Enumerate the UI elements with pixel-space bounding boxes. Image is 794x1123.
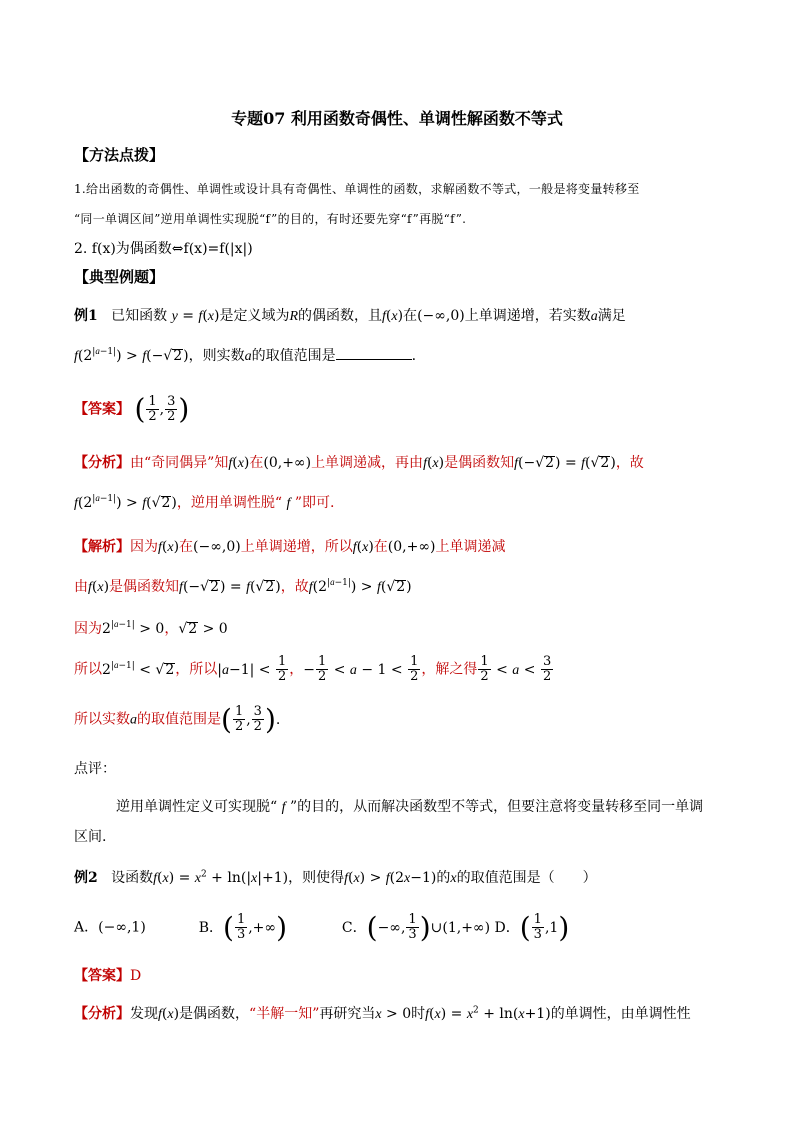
example1-solution-line5: 所以实数a的取值范围是( $\frac{1}{2}$ , $\frac{3}{2}$ ). — [74, 702, 281, 736]
example2-stem: 例2 设函数$f(x) = x^2 + \ln(|x|+1)$，则使得f(x) > f(2x−1)的x的取值范围是（ ） — [74, 869, 597, 886]
example1-solution-line3: 因为$2^{|a-1|} > 0$，√2 > 0 — [74, 619, 228, 637]
example1-answer: 【答案】 ( $\frac{1}{2}$ , $\frac{3}{2}$ ) — [74, 392, 190, 426]
example1-analysis-line1: 【分析】由“奇同偶异”知f(x)在(0,+∞)上单调递减，再由f(x)是偶函数知f(−√2) = f(√2)，故 — [74, 455, 644, 471]
comment-label: 点评： — [74, 761, 116, 777]
example2-answer: 【答案】D — [74, 968, 142, 984]
section-examples-heading: 【典型例题】 — [74, 268, 165, 286]
example2-analysis: 【分析】发现f(x)是偶函数，“半解一知”再研究当x > 0时$f(x) = x^2 + \ln(x+1)$的单调性，由单调性性 — [74, 1005, 691, 1022]
option-d[interactable]: D．( $\frac{1}{3}$ ,1) — [494, 910, 570, 944]
comment-line1: 逆用单调性定义可实现脱“ f ”的目的，从而解决函数型不等式，但要注意将变量转移至同一单调 — [116, 799, 704, 815]
example1-label: 例1 — [74, 308, 98, 324]
section-method-heading: 【方法点拨】 — [74, 146, 165, 164]
example1-analysis-line2: $f(2^{|a-1|}) > f(√2)$，逆用单调性脱“ f ”即可. — [74, 493, 335, 511]
answer-blank — [336, 347, 412, 360]
example1-solution-line1: 【解析】因为f(x)在(−∞,0)上单调递增，所以f(x)在(0,+∞)上单调递减 — [74, 539, 506, 555]
method-line-3: 2. f(x)为偶函数⇔f(x)=f(|x|) — [74, 241, 253, 257]
example1-solution-line4: 所以$2^{|a-1|} < √2$，所以|a−1| < $\frac{1}{2}$ ，− $\frac{1}{2}$ < a − 1 < $\frac{1}{2}$ ，解之得 $\frac{1}{2}$ < a < $\frac{3}{2}$ — [74, 654, 552, 684]
comment-line2: 区间. — [74, 829, 107, 845]
example2-options — [74, 910, 570, 944]
example1-solution-line2: 由f(x)是偶函数知f(−√2) = f(√2)，故$f(2^{|a-1|}) > f(√2)$ — [74, 577, 412, 595]
example1-stem-line2: $f(2^{|a-1|}) > f(-√2)$，则实数a的取值范围是 . — [74, 346, 417, 364]
example2-label: 例2 — [74, 870, 98, 886]
method-line-1: 1.给出函数的奇偶性、单调性或设计具有奇偶性、单调性的函数，求解函数不等式，一般是将变量转移至 — [74, 182, 640, 196]
option-a[interactable]: A．(−∞,1) — [74, 919, 146, 936]
option-b[interactable]: B．( $\frac{1}{3}$ ,+∞) — [198, 910, 288, 944]
method-line-2: “同一单调区间”逆用单调性实现脱“f”的目的，有时还要先穿“f”再脱“f”. — [74, 212, 467, 226]
example1-stem-line1: 例1 已知函数 y = f(x)是定义域为R的偶函数，且f(x)在(−∞,0)上单调递增，若实数a满足 — [74, 308, 626, 324]
page-title: 专题07 利用函数奇偶性、单调性解函数不等式 — [231, 109, 563, 128]
option-c[interactable]: C．(−∞, $\frac{1}{3}$ )∪(1,+∞) — [341, 910, 491, 944]
